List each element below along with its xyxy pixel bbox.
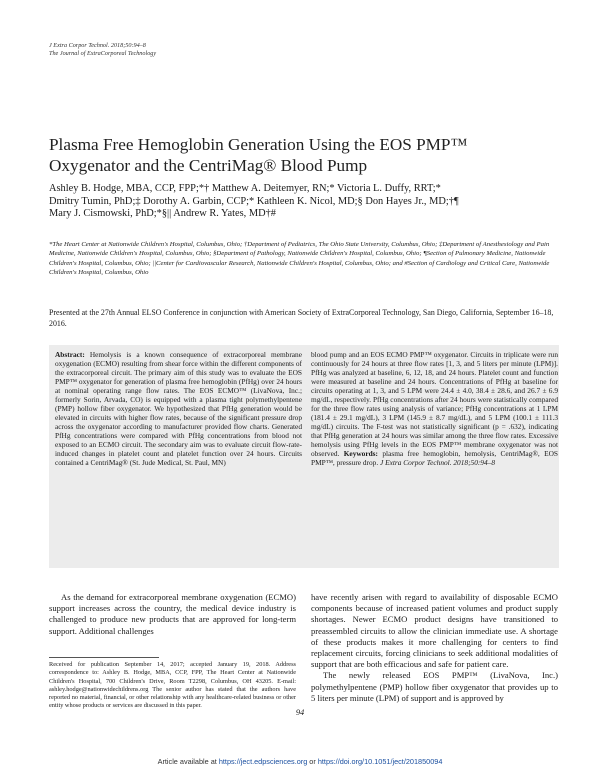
article-footer [0,757,600,766]
journal-name: The Journal of ExtraCorporeal Technology [49,50,157,57]
body-paragraph: The newly released EOS PMP™ (LivaNova, Inc.) polymethylpentene (PMP) hollow fiber oxygenator that provides up to 5 liters per minute (LPM) of support and is approved by [311,670,558,703]
title-line-2: Oxygenator and the CentriMag® Blood Pump [49,156,368,175]
abstract-label: Abstract: [55,350,85,359]
journal-header [49,42,156,58]
body-right-column [311,592,558,704]
journal-site-link[interactable]: https://ject.edpsciences.org [218,757,308,766]
abstract-left-column [55,350,302,467]
article-title [49,134,569,176]
doi-link[interactable]: https://doi.org/10.1051/ject/201850094 [317,757,443,766]
footnote-rule [49,657,159,658]
abstract-citation: J Extra Corpor Technol. 2018;50:94–8 [380,458,495,467]
journal-citation: J Extra Corpor Technol. 2018;50:94–8 [49,42,146,49]
abstract-text-right: blood pump and an EOS ECMO PMP™ oxygenator. Circuits in triplicate were run continuously for 24 hours at three flow rates [1, 3, and 5 liters per minute (LPM)]. PfHg was analyzed at baseline, 6, 12, 18, and 24 hours. Platelet count and function were measured at baseline and 24 hours. Concentrations of PfHg at baseline for circuits operating at 1, 3, and 5 LPM were 24.4 ± 4.0, 38.4 ± 28.6, and 26.7 ± 6.9 mg/dL, respectively. PfHg concentrations after 24 hours were statistically compared for the three flow rates using analysis of variance; PfHg concentrations at 1 LPM (181.4 ± 29.1 mg/dL), 3 LPM (145.9 ± 8.7 mg/dL), and 5 LPM (100.1 ± 111.3 mg/dL) circuits. The F-test was not statistically significant (p = .632), indicating that PfHg generation at 24 hours was similar among the three flow rates. Excessive hemolysis using PfHg levels in the EOS PMP™ membrane oxygenator was not observed. [311,350,558,458]
footer-middle: or [309,757,316,766]
body-left-column [49,592,296,637]
keywords-text: plasma free hemoglobin, hemolysis, CentriMag®, EOS PMP™, pressure drop. [311,449,558,467]
abstract-text-left: Hemolysis is a known consequence of extracorporeal membrane oxygenation (ECMO) resulting from shear force within the different components of the extracorporeal circuit. The primary aim of this study was to evaluate the EOS PMP™ oxygenator for generation of plasma free hemoglobin (PfHg) over 24 hours at nominal operating range flow rates. The EOS ECMO™ (LivaNova, Inc.; formerly Sorin, Arvada, CO) is equipped with a plasma tight polymethylpentene (PMP) hollow fiber oxygenator. We hypothesized that PfHg generation would be elevated in circuits with higher flow rates, because of the significant pressure drop across the oxygenator according to manufacturer provided flow charts. Generated PfHg concentrations were compared with PfHg concentrations from blood not exposed to an ECMO circuit. The secondary aim was to evaluate circuit flow-rate-induced changes in platelet count and platelet function over 24 hours. Circuits contained a CentriMag® (St. Jude Medical, St. Paul, MN) [55,350,302,467]
affiliations: *The Heart Center at Nationwide Children's Hospital, Columbus, Ohio; †Department of Pediatrics, The Ohio State University, Columbus, Ohio; ‡Department of Anesthesiology and Pain Medicine, Nationwide Children's Hospital, Columbus, Ohio; §Department of Pathology, Nationwide Children's Hospital, Columbus, Ohio; ¶Section of Pulmonary Medicine, Nationwide Children's Hospital, Columbus, Ohio; ||Center for Cardiovascular Research, Nationwide Children's Hospital, Columbus, Ohio; and #Section of Cardiology and Critical Care, Nationwide Children's Hospital, Columbus, Ohio [49,241,550,277]
presented-note: Presented at the 27th Annual ELSO Conference in conjunction with American Society of ExtraCorporeal Technology, San Diego, California, September 16–18, 2016. [49,308,554,328]
footnote: Received for publication September 14, 2017; accepted January 19, 2018. Address correspondence to: Ashley B. Hodge, MBA, CCP, FPP, The Heart Center at Nationwide Children's Hospital, 700 Children's Drive, Room T2298, Columbus, OH 43205. E-mail: ashley.hodge@nationwidechildrens.org The senior author has stated that the authors have reported no material, financial, or other relationship with any healthcare-related business or other entity whose products or services are discussed in this paper. [49,661,296,710]
author-line-1: Ashley B. Hodge, MBA, CCP, FPP;*† Matthew A. Deitemyer, RN;* Victoria L. Duffy, RRT;* [49,183,441,194]
author-line-2: Dmitry Tumin, PhD;‡ Dorothy A. Garbin, CCP;* Kathleen K. Nicol, MD;§ Don Hayes Jr., MD;†¶ [49,195,459,207]
abstract-right-column [311,350,558,467]
body-paragraph: As the demand for extracorporeal membrane oxygenation (ECMO) support increases across the country, the medical device industry is challenged to produce new products that are approved for long-term support. Additional challenges [49,592,296,636]
author-line-3: Mary J. Cismowski, PhD;*§|| Andrew R. Yates, MD†# [49,208,276,219]
title-line-1: Plasma Free Hemoglobin Generation Using the EOS PMP™ [49,135,468,154]
body-paragraph: have recently arisen with regard to availability of disposable ECMO components because of increased patient volumes and product supply shortages. Newer ECMO product designs have transitioned to preassembled circuits to allow the clinician immediate use. A shortage of these products makes it more challenging for centers to find replacement circuits, forcing clinicians to seek additional modalities of support that are both efficacious and safe for patient care. [311,592,558,670]
keywords-label: Keywords: [343,449,378,458]
author-list [49,183,569,221]
page-number: 94 [295,708,305,717]
footer-prefix: Article available at [157,757,217,766]
